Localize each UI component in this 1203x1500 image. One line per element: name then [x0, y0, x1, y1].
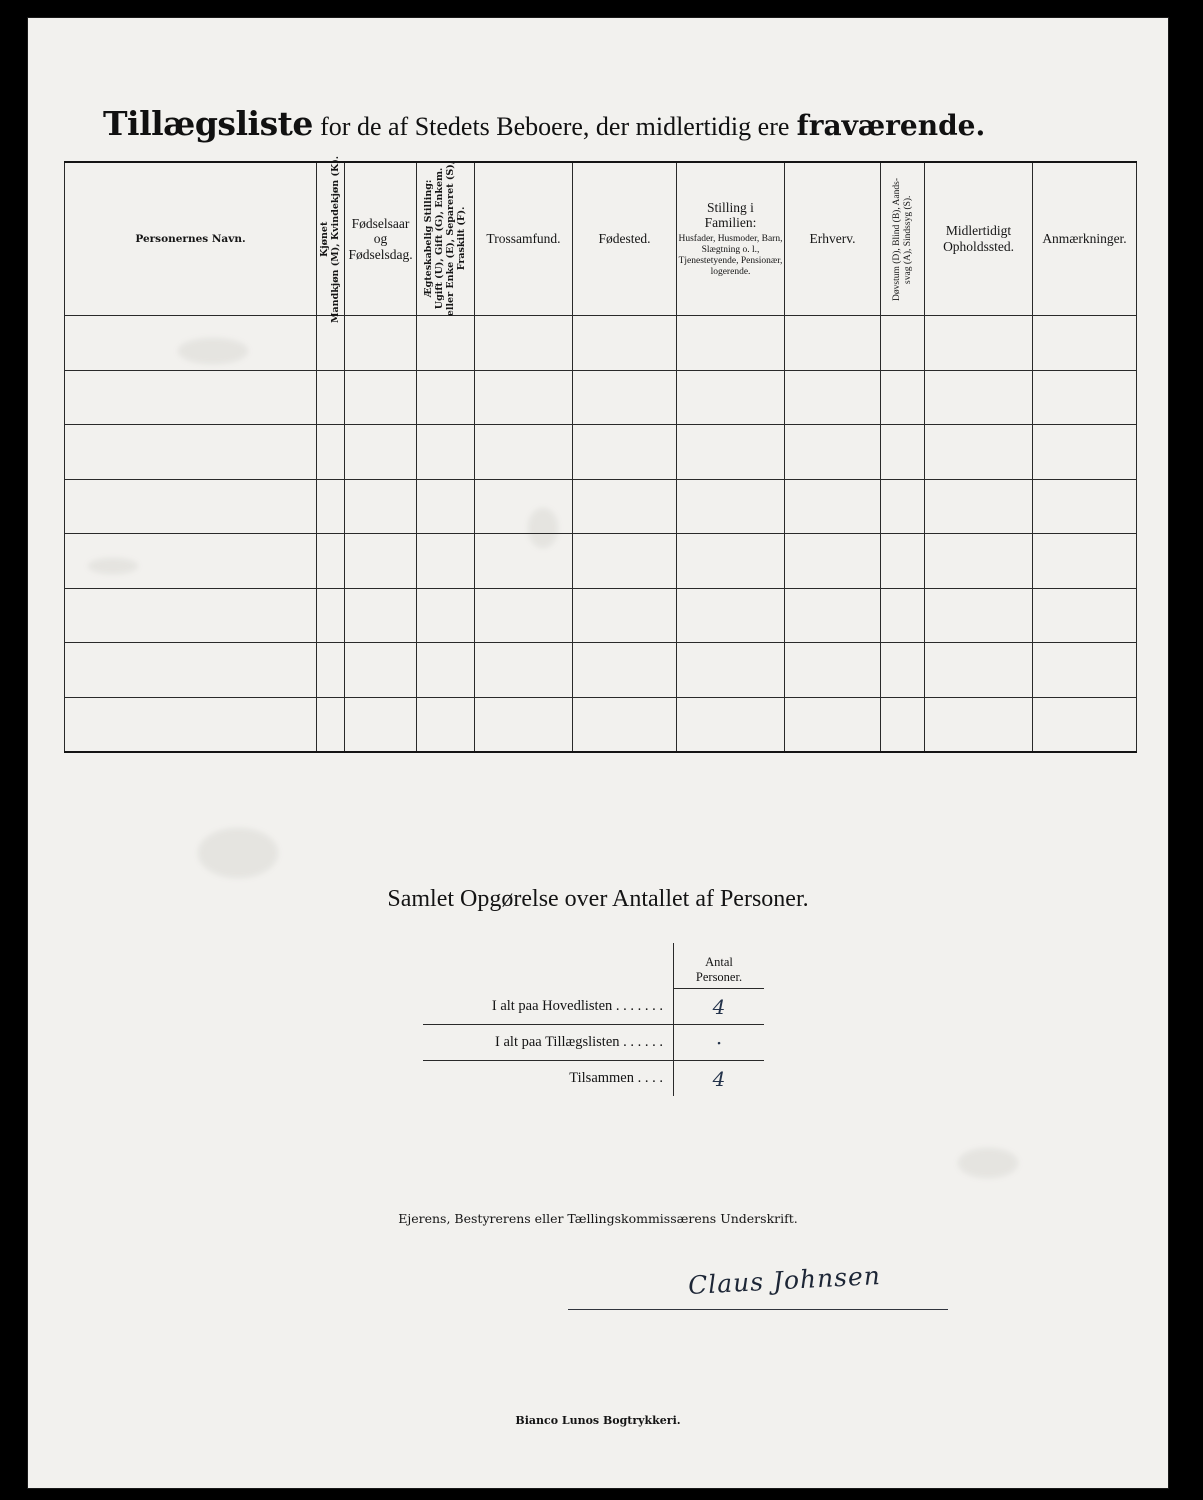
cell-tros[interactable]: [475, 425, 573, 480]
cell-egteskab[interactable]: [417, 534, 475, 589]
col-header-fodested: [573, 162, 677, 316]
cell-stilling[interactable]: [677, 316, 785, 371]
summary-value-header: [674, 943, 765, 989]
cell-anmerkninger[interactable]: [1033, 534, 1137, 589]
cell-dovstum[interactable]: [881, 588, 925, 643]
summary-header-spacer: [423, 943, 674, 989]
cell-fodested[interactable]: [573, 588, 677, 643]
cell-egteskab[interactable]: [417, 588, 475, 643]
cell-tros[interactable]: [475, 643, 573, 698]
cell-kjon[interactable]: [317, 588, 345, 643]
table-row[interactable]: [65, 697, 1137, 752]
cell-erhverv[interactable]: [785, 697, 881, 752]
cell-midlertidig[interactable]: [925, 316, 1033, 371]
cell-stilling[interactable]: [677, 697, 785, 752]
page-title-emphasis: fraværende.: [796, 109, 986, 142]
cell-anmerkninger[interactable]: [1033, 479, 1137, 534]
cell-dovstum[interactable]: [881, 316, 925, 371]
table-row[interactable]: [65, 316, 1137, 371]
cell-dovstum[interactable]: [881, 534, 925, 589]
signature-line: [568, 1309, 948, 1310]
col-header-dovstum-label: Døvstum (D), Blind (B), Aands- svag (A), Sindssyg (S).: [891, 177, 913, 301]
cell-anmerkninger[interactable]: [1033, 316, 1137, 371]
col-header-egteskab: [417, 162, 475, 316]
cell-tros[interactable]: [475, 588, 573, 643]
cell-stilling[interactable]: [677, 425, 785, 480]
paper-smudge: [198, 828, 278, 878]
page-title-main: Tillægsliste: [103, 104, 313, 143]
cell-fodsel[interactable]: [345, 697, 417, 752]
table-row[interactable]: [65, 643, 1137, 698]
summary-label-hovedlisten: I alt paa Hovedlisten . . . . . . .: [423, 989, 674, 1025]
summary-header-row: [423, 943, 764, 989]
cell-fodsel[interactable]: [345, 588, 417, 643]
census-form-page: [28, 18, 1168, 1488]
cell-stilling[interactable]: [677, 534, 785, 589]
cell-tros[interactable]: [475, 316, 573, 371]
summary-row-hovedlisten: [423, 989, 764, 1025]
summary-value-hovedlisten[interactable]: 4: [674, 989, 765, 1025]
cell-anmerkninger[interactable]: [1033, 643, 1137, 698]
cell-kjon[interactable]: [317, 316, 345, 371]
cell-erhverv[interactable]: [785, 316, 881, 371]
cell-midlertidig[interactable]: [925, 425, 1033, 480]
col-header-erhverv-label: Erhverv.: [809, 231, 856, 247]
col-header-kjon: [317, 155, 345, 323]
summary-value-header-line1: Antal: [705, 955, 733, 969]
table-row[interactable]: [65, 479, 1137, 534]
cell-dovstum[interactable]: [881, 643, 925, 698]
handwritten-signature: Claus Johnsen: [687, 1260, 882, 1301]
summary-value-tillaegslisten[interactable]: ⋅: [674, 1025, 765, 1061]
col-header-midlertidig: [925, 162, 1033, 316]
cell-egteskab[interactable]: [417, 370, 475, 425]
cell-egteskab[interactable]: [417, 425, 475, 480]
cell-anmerkninger[interactable]: [1033, 425, 1137, 480]
col-header-stilling: [677, 162, 785, 316]
cell-erhverv[interactable]: [785, 643, 881, 698]
cell-dovstum[interactable]: [881, 370, 925, 425]
cell-dovstum[interactable]: [881, 425, 925, 480]
cell-fodested[interactable]: [573, 479, 677, 534]
cell-navn[interactable]: [65, 425, 317, 480]
cell-anmerkninger[interactable]: [1033, 370, 1137, 425]
cell-midlertidig[interactable]: [925, 643, 1033, 698]
cell-erhverv[interactable]: [785, 425, 881, 480]
cell-midlertidig[interactable]: [925, 588, 1033, 643]
page-title-middle: for de af Stedets Beboere, der midlertidig ere: [320, 112, 790, 141]
residents-table-body: [65, 316, 1137, 753]
signature-caption: Ejerens, Bestyrerens eller Tællingskommissærens Underskrift.: [398, 1211, 798, 1226]
table-row[interactable]: [65, 588, 1137, 643]
cell-navn[interactable]: [65, 588, 317, 643]
cell-fodested[interactable]: [573, 697, 677, 752]
summary-row-tillaegslisten: [423, 1025, 764, 1061]
cell-egteskab[interactable]: [417, 697, 475, 752]
page-title: [103, 104, 1103, 143]
cell-stilling[interactable]: [677, 643, 785, 698]
cell-egteskab[interactable]: [417, 643, 475, 698]
cell-tros[interactable]: [475, 534, 573, 589]
summary-label-tilsammen: Tilsammen . . . .: [569, 1070, 663, 1086]
cell-kjon[interactable]: [317, 479, 345, 534]
cell-fodsel[interactable]: [345, 425, 417, 480]
cell-erhverv[interactable]: [785, 588, 881, 643]
cell-anmerkninger[interactable]: [1033, 588, 1137, 643]
col-header-fodsel-label: Fødselsaar og Fødselsdag.: [348, 215, 413, 262]
table-row[interactable]: [65, 425, 1137, 480]
cell-fodsel[interactable]: [345, 316, 417, 371]
cell-fodsel[interactable]: [345, 643, 417, 698]
cell-stilling[interactable]: [677, 479, 785, 534]
summary-title: Samlet Opgørelse over Antallet af Personer.: [387, 886, 809, 912]
cell-navn[interactable]: [65, 643, 317, 698]
cell-dovstum[interactable]: [881, 479, 925, 534]
col-header-navn: [65, 162, 317, 316]
cell-kjon[interactable]: [317, 643, 345, 698]
cell-tros[interactable]: [475, 697, 573, 752]
cell-midlertidig[interactable]: [925, 370, 1033, 425]
cell-fodested[interactable]: [573, 370, 677, 425]
cell-fodsel[interactable]: [345, 534, 417, 589]
summary-label-tillaegslisten: I alt paa Tillægslisten . . . . . .: [423, 1025, 674, 1061]
col-header-dovstum: [881, 162, 925, 316]
cell-kjon[interactable]: [317, 370, 345, 425]
col-header-stilling-sub: Husfader, Husmoder, Barn, Slægtning o. l., Tjenestetyende, Pensionær, logerende.: [678, 233, 783, 278]
residents-table: [64, 155, 1137, 753]
col-header-egteskab-label: Ægteskabelig Stilling: Ugift (U), Gift (G), Enkem. eller Enke (E), Separeret (S), Fraskilt (F).: [422, 161, 467, 317]
cell-kjon[interactable]: [317, 425, 345, 480]
paper-smudge: [958, 1148, 1018, 1178]
printer-credit: Bianco Lunos Bogtrykkeri.: [515, 1414, 681, 1427]
col-header-stilling-label: Stilling i Familien:: [704, 199, 757, 231]
cell-kjon[interactable]: [317, 534, 345, 589]
cell-navn[interactable]: [65, 697, 317, 752]
cell-stilling[interactable]: [677, 370, 785, 425]
col-header-kjon-label: Kjønet Mandkjøn (M), Kvindekjøn (K).: [318, 155, 341, 323]
summary-value-header-line2: Personer.: [695, 970, 743, 984]
col-header-erhverv: [785, 162, 881, 316]
table-row[interactable]: [65, 370, 1137, 425]
col-header-midlertidig-label: Midlertidigt Opholdssted.: [943, 223, 1014, 254]
cell-fodsel[interactable]: [345, 370, 417, 425]
col-header-tros: [475, 162, 573, 316]
summary-table: [423, 943, 764, 1096]
cell-dovstum[interactable]: [881, 697, 925, 752]
cell-navn[interactable]: [65, 316, 317, 371]
table-header-row: [65, 162, 1137, 316]
cell-tros[interactable]: [475, 370, 573, 425]
cell-fodested[interactable]: [573, 534, 677, 589]
cell-navn[interactable]: [65, 370, 317, 425]
col-header-tros-label: Trossamfund.: [486, 231, 561, 247]
cell-erhverv[interactable]: [785, 479, 881, 534]
cell-midlertidig[interactable]: [925, 697, 1033, 752]
cell-fodested[interactable]: [573, 316, 677, 371]
cell-midlertidig[interactable]: [925, 479, 1033, 534]
cell-fodested[interactable]: [573, 425, 677, 480]
cell-fodsel[interactable]: [345, 479, 417, 534]
col-header-anmerkninger: [1033, 162, 1137, 316]
cell-egteskab[interactable]: [417, 316, 475, 371]
cell-anmerkninger[interactable]: [1033, 697, 1137, 752]
col-header-navn-label: Personernes Navn.: [135, 232, 246, 245]
summary-value-tilsammen[interactable]: 4: [674, 1061, 765, 1097]
cell-tros[interactable]: [475, 479, 573, 534]
cell-egteskab[interactable]: [417, 479, 475, 534]
cell-fodested[interactable]: [573, 643, 677, 698]
cell-midlertidig[interactable]: [925, 534, 1033, 589]
col-header-anmerkninger-label: Anmærkninger.: [1042, 231, 1127, 247]
cell-stilling[interactable]: [677, 588, 785, 643]
cell-navn[interactable]: [65, 534, 317, 589]
cell-erhverv[interactable]: [785, 534, 881, 589]
table-row[interactable]: [65, 534, 1137, 589]
col-header-fodested-label: Fødested.: [598, 231, 651, 247]
col-header-fodsel: [345, 162, 417, 316]
cell-erhverv[interactable]: [785, 370, 881, 425]
cell-kjon[interactable]: [317, 697, 345, 752]
cell-navn[interactable]: [65, 479, 317, 534]
summary-row-tilsammen: [423, 1061, 764, 1097]
